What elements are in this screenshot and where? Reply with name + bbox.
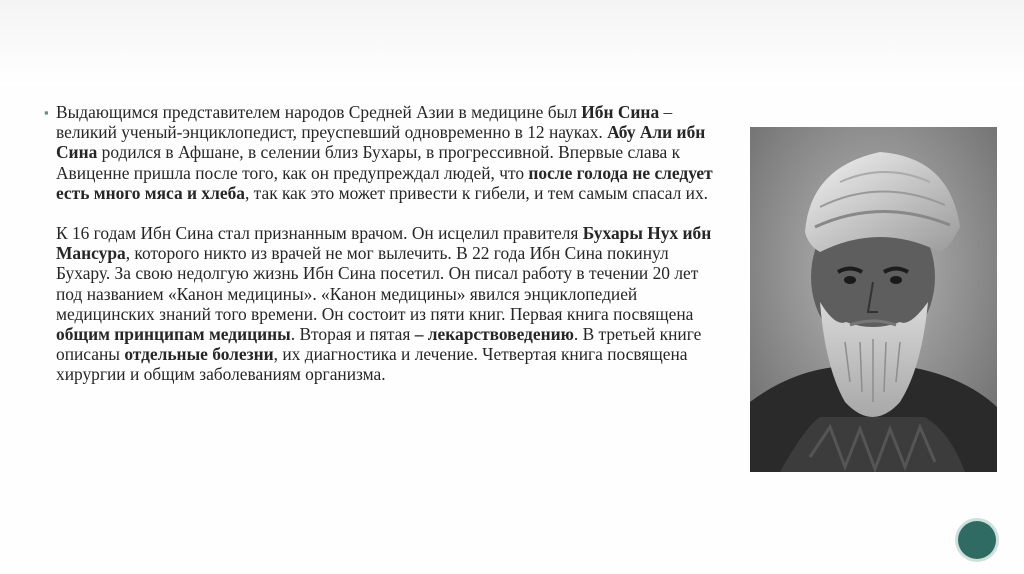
bold-text: Абу Али ибн Сина (56, 122, 706, 163)
bold-text: отдельные болезни (124, 344, 274, 365)
paragraph-2 (56, 223, 716, 385)
page-number-badge (958, 521, 996, 559)
text-segment: . В третьей книге описаны (56, 324, 702, 365)
text-segment: Выдающимся представителем народов Средней Азии в медицине был (56, 102, 582, 122)
page-number (958, 521, 996, 559)
bold-text: Ибн Сина (581, 102, 660, 122)
text-segment: родился в Афшане, в селении близ Бухары, в прогрессивной. Впервые слава к Авиценне пришла после того, как он предупреждал людей, что (56, 142, 681, 183)
text-segment: К 16 годам Ибн Сина стал признанным врачом. Он исцелил правителя (56, 223, 583, 244)
bold-text: после голода не следует есть много мяса и хлеба (56, 162, 713, 203)
bold-text: общим принципам медицины (56, 324, 291, 345)
text-segment: , которого никто из врачей не мог вылечить. В 22 года Ибн Сина покинул Бухару. За свою недолгую жизнь Ибн Сина посетил. Он писал работу в течении 20 лет под названием «Канон медицины». «Канон медицины» явился энциклопедией медицинских знаний того времени. Он состоит из пяти книг. Первая книга посвящена (56, 243, 699, 324)
bold-text: – лекарствоведению (414, 324, 574, 345)
text-segment: – великий ученый-энциклопедист, преуспевший одновременно в 12 науках. (56, 102, 673, 143)
bold-text: Бухары Нух ибн Мансура (56, 223, 712, 264)
portrait-image (750, 127, 997, 472)
header-band (0, 0, 1024, 86)
text-segment: . Вторая и пятая (290, 324, 415, 345)
text-segment: , их диагностика и лечение. Четвертая книга посвящена хирургии и общим заболеваниям организма. (56, 344, 688, 385)
bullet-icon: ▪ (44, 105, 49, 120)
body-text (44, 102, 716, 385)
paragraph-1 (56, 102, 716, 203)
text-segment: , так как это может привести к гибели, и тем самым спасал их. (244, 182, 709, 203)
